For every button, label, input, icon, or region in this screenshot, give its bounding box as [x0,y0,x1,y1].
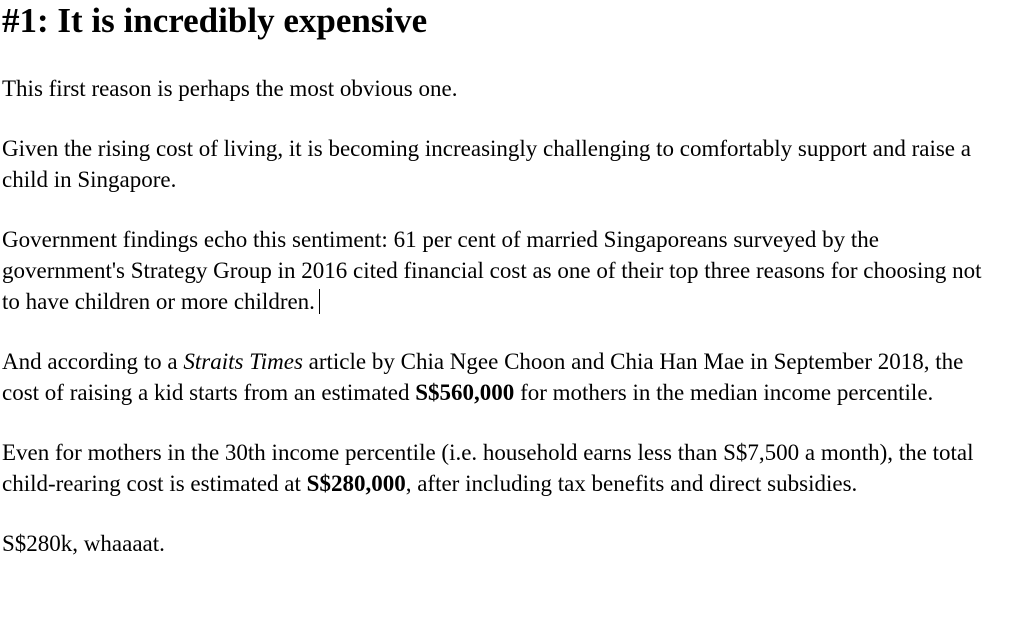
paragraph-reaction: S$280k, whaaaat. [2,531,165,556]
paragraph-30th-percentile [2,437,1002,499]
cost-median-income: S$560,000 [415,380,515,405]
percentile-text-after: , after including tax benefits and direct subsidies. [405,471,858,496]
publication-name: Straits Times [183,349,303,374]
straits-times-text-middle: article by Chia Ngee Choon and Chia Han Mae in September 2018, the cost of raising a kid starts from an estimated [2,349,964,405]
paragraph-government-findings-text: Government findings echo this sentiment: 61 per cent of married Singaporeans surveyed by the government's Strategy Group in 2016 cited financial cost as one of their top three reasons for choosing not to have children or more children. [2,227,982,314]
paragraph-intro: This first reason is perhaps the most obvious one. [2,76,458,101]
text-cursor [319,289,320,314]
section-heading: #1: It is incredibly expensive [2,1,428,40]
paragraph-government-findings[interactable] [2,224,1002,317]
straits-times-text-before: And according to a [2,349,184,374]
paragraph-straits-times [2,346,1002,408]
straits-times-text-after: for mothers in the median income percentile. [514,380,934,405]
cost-30th-percentile: S$280,000 [306,471,406,496]
paragraph-cost-of-living: Given the rising cost of living, it is becoming increasingly challenging to comfortably support and raise a child in Singapore. [2,136,971,192]
percentile-text-before: Even for mothers in the 30th income percentile (i.e. household earns less than S$7,500 a month), the total child-rearing cost is estimated at [2,440,974,496]
